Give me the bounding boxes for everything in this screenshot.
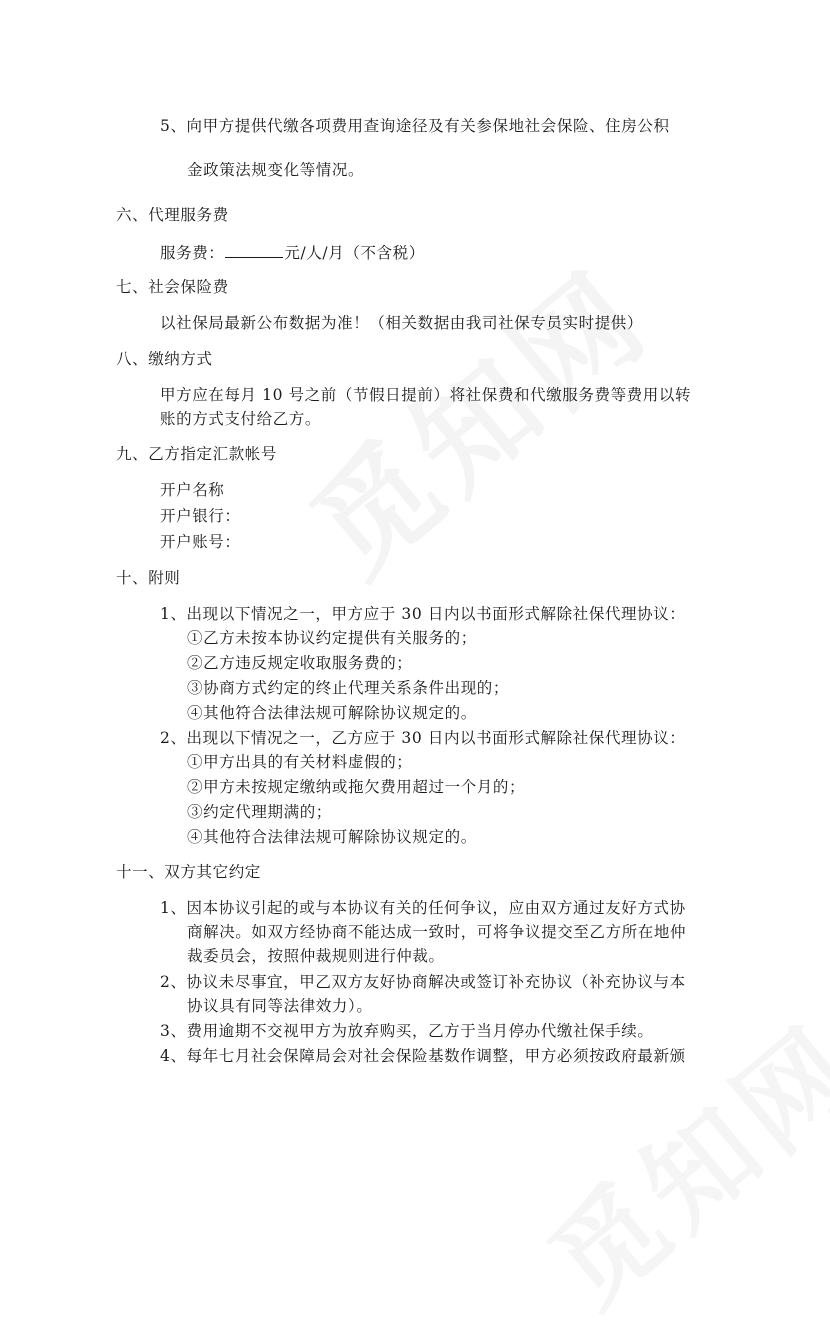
section-8-heading: 八、缴纳方式 xyxy=(116,350,213,368)
section-11-clause-1-line: 1、因本协议引起的或与本协议有关的任何争议，应由双方通过友好方式协 xyxy=(160,899,686,917)
section-11-clause-3: 3、费用逾期不交视甲方为放弃购买，乙方于当月停办代缴社保手续。 xyxy=(160,1022,654,1040)
section-7-text: 以社保局最新公布数据为准！（相关数据由我司社保专员实时提供） xyxy=(160,314,644,332)
section-7-heading: 七、社会保险费 xyxy=(116,278,229,296)
section-10-clause-2-item: ①甲方出具的有关材料虚假的； xyxy=(187,753,413,771)
section-10-clause-1-item: ①乙方未按本协议约定提供有关服务的； xyxy=(187,629,477,647)
section-6-heading: 六、代理服务费 xyxy=(116,206,229,224)
section-11-clause-1-line: 商解决。如双方经协商不能达成一致时，可将争议提交至乙方所在地仲 xyxy=(187,923,687,941)
section-9-heading: 九、乙方指定汇款帐号 xyxy=(116,445,278,463)
section-10-clause-1-item: ③协商方式约定的终止代理关系条件出现的； xyxy=(187,679,510,697)
watermark xyxy=(270,225,679,607)
section-10-clause-1: 1、出现以下情况之一，甲方应于 30 日内以书面形式解除社保代理协议： xyxy=(160,605,686,623)
section-11-clause-4: 4、每年七月社会保障局会对社会保险基数作调整，甲方必须按政府最新颁 xyxy=(160,1047,686,1065)
section-10-clause-2-item: ④其他符合法律法规可解除协议规定的。 xyxy=(187,828,477,846)
section-8-line-2: 账的方式支付给乙方。 xyxy=(160,410,322,428)
section-10-clause-1-item: ④其他符合法律法规可解除协议规定的。 xyxy=(187,704,477,722)
section-10-clause-1-item: ②乙方违反规定收取服务费的； xyxy=(187,654,413,672)
section-11-clause-2-line: 协议具有同等法律效力）。 xyxy=(187,997,373,1015)
service-fee-label: 服务费： xyxy=(160,244,225,262)
clause-5-line-2: 金政策法规变化等情况。 xyxy=(187,161,365,179)
clause-5-line-1: 5、向甲方提供代缴各项费用查询途径及有关参保地社会保险、住房公积 xyxy=(160,117,670,135)
section-10-clause-2: 2、出现以下情况之一，乙方应于 30 日内以书面形式解除社保代理协议： xyxy=(160,729,686,747)
service-fee-blank xyxy=(225,241,283,258)
section-10-heading: 十、附则 xyxy=(116,569,181,587)
service-fee-line xyxy=(160,241,425,263)
section-10-clause-2-item: ②甲方未按规定缴纳或拖欠费用超过一个月的； xyxy=(187,778,526,796)
account-number-label: 开户账号： xyxy=(160,533,241,551)
account-name-label: 开户名称 xyxy=(160,481,225,499)
section-11-clause-2-line: 2、协议未尽事宜，甲乙双方友好协商解决或签订补充协议（补充协议与本 xyxy=(160,973,686,991)
bank-label: 开户银行： xyxy=(160,507,241,525)
section-11-clause-1-line: 裁委员会，按照仲裁规则进行仲裁。 xyxy=(187,947,445,965)
section-11-heading: 十一、双方其它约定 xyxy=(116,863,261,881)
section-8-line-1: 甲方应在每月 10 号之前（节假日提前）将社保费和代缴服务费等费用以转 xyxy=(160,386,692,404)
section-10-clause-2-item: ③约定代理期满的； xyxy=(187,803,332,821)
service-fee-unit: 元/人/月（不含税） xyxy=(284,244,425,262)
